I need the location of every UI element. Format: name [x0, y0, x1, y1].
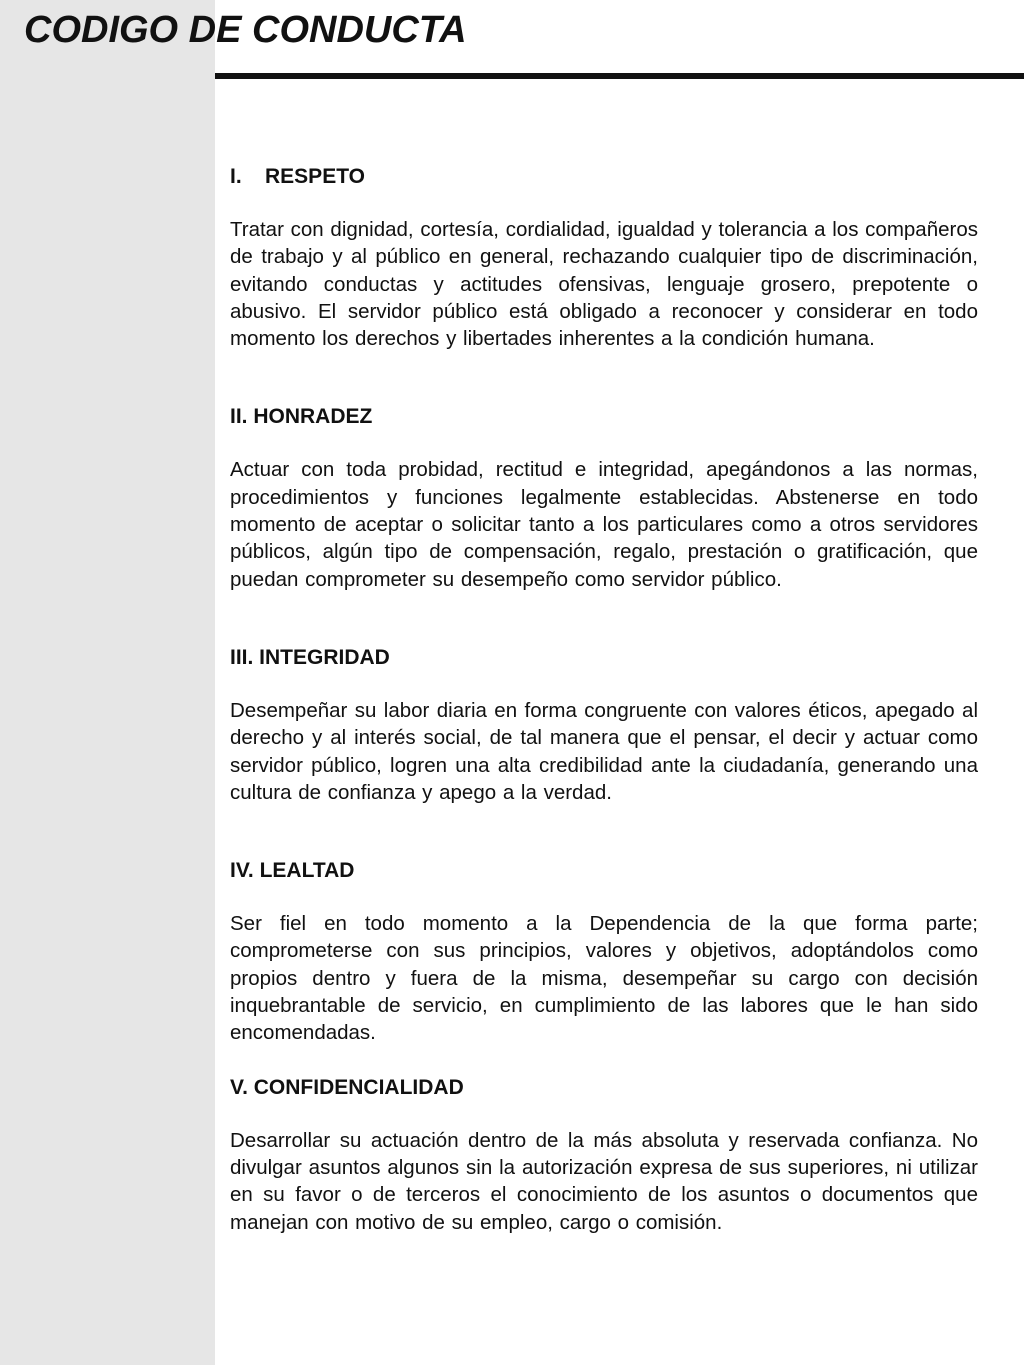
section-heading: IV. LEALTAD — [230, 859, 355, 883]
section-heading: II. HONRADEZ — [230, 405, 373, 429]
section-honradez — [230, 400, 978, 592]
section-body: Actuar con toda probidad, rectitud e integridad, apegándonos a las normas, procedimientos y funciones legalmente establecidas. Abstenerse en todo momento de aceptar o solicitar tanto a los particulares como a otros servidores públicos, algún tipo de compensación, regalo, prestación o gratificación, que puedan comprometer su desempeño como servidor público. — [230, 458, 978, 591]
left-sidebar-band — [0, 0, 215, 1365]
section-heading: V. CONFIDENCIALIDAD — [230, 1075, 464, 1099]
section-lealtad — [230, 854, 978, 1046]
section-heading: I. RESPETO — [230, 165, 365, 188]
section-respeto — [230, 160, 978, 352]
title-underline-rule — [215, 73, 1024, 79]
section-body: Desempeñar su labor diaria en forma congruente con valores éticos, apegado al derecho y al interés social, de tal manera que el pensar, el decir y actuar como servidor público, logren una alta credibilidad ante la ciudadanía, generando una cultura de confianza y apego a la verdad. — [230, 698, 978, 804]
section-integridad — [230, 641, 978, 806]
section-confidencialidad — [230, 1071, 978, 1236]
section-heading: III. INTEGRIDAD — [230, 645, 390, 669]
section-body: Desarrollar su actuación dentro de la más absoluta y reservada confianza. No divulgar asuntos algunos sin la autorización expresa de sus superiores, ni utilizar en su favor o de terceros el conocimiento de los asuntos o documentos que manejan con motivo de su empleo, cargo o comisión. — [230, 1128, 978, 1234]
section-body: Ser fiel en todo momento a la Dependencia de la que forma parte; comprometerse con sus principios, valores y objetivos, adoptándolos como propios dentro y fuera de la misma, desempeñar su cargo con decisión inquebrantable de servicio, en cumplimiento de las labores que le han sido encomendadas. — [230, 912, 978, 1045]
document-content — [230, 160, 978, 1236]
page-title: CODIGO DE CONDUCTA — [24, 9, 467, 51]
section-body: Tratar con dignidad, cortesía, cordialidad, igualdad y tolerancia a los compañeros de trabajo y al público en general, rechazando cualquier tipo de discriminación, evitando conductas y actitudes ofensivas, lenguaje grosero, prepotente o abusivo. El servidor público está obligado a reconocer y considerar en todo momento los derechos y libertades inherentes a la condición humana. — [230, 218, 978, 351]
